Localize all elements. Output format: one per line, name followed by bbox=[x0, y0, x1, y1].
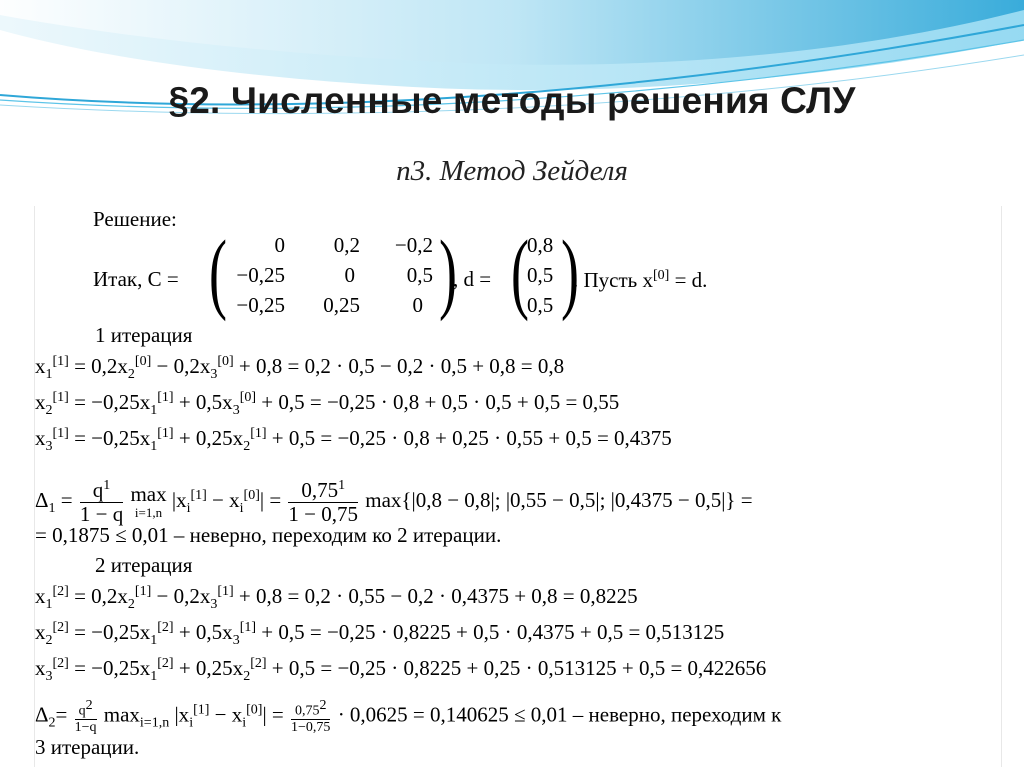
matrix-c-cell: 0 bbox=[344, 263, 355, 287]
iteration-1-conclusion: = 0,1875 ≤ 0,01 – неверно, переходим ко 2 итерации. bbox=[35, 523, 502, 547]
iteration-2-conclusion: 3 итерации. bbox=[35, 735, 140, 759]
iteration-1-x3: $x_3[1] = -0,25x_1[1] + 0,25x_2[1] + 0,5 = -0,25 \cdot 0,8 + 0,25 \cdot 0,55 + 0,5 = 0,4375$ bbox=[35, 426, 672, 455]
iteration-2-x1: $x_1[2] = 0,2x_2[1] - 0,2x_3[1] + 0,8 = 0,2 \cdot 0,55 - 0,2 \cdot 0,4375 + 0,8 = 0,8225$ bbox=[35, 584, 638, 613]
solution-label: Решение: bbox=[93, 207, 177, 231]
solution-content bbox=[34, 206, 1002, 767]
matrix-c-cell: −0,25 bbox=[236, 263, 285, 287]
matrix-c-cell: 0,5 bbox=[406, 263, 433, 287]
iteration-1-x2: $x_2[1] = -0,25x_1[1] + 0,5x_3[0] + 0,5 = -0,25 \cdot 0,8 + 0,5 \cdot 0,5 + 0,5 = 0,55$ bbox=[35, 390, 620, 419]
iteration-1-delta: $\Delta_1$ = $\frac{q^1}{1 - q}$ max i=1,n $|x_i[1] - x_i[0]|$ = $\frac{0,75^1}{1 - 0,75}$ max{|0,8 − 0,8|; |0,55 − 0,5|; |0,4375 − 0,5|} = bbox=[35, 478, 753, 527]
iteration-2-heading: 2 итерация bbox=[95, 553, 193, 577]
matrix-c-cell: 0 bbox=[412, 293, 423, 317]
initial-guess: . Пусть x[0] = d. bbox=[573, 268, 708, 292]
matrix-left-paren: ( bbox=[208, 223, 227, 322]
matrix-c bbox=[225, 234, 445, 324]
section-subtitle: п3. Метод Зейделя bbox=[396, 155, 628, 187]
iteration-2-x3: $x_3[2] = -0,25x_1[2] + 0,25x_2[2] + 0,5 = -0,25 \cdot 0,8225 + 0,25 \cdot 0,513125 + 0,5 = 0,422656$ bbox=[35, 656, 767, 685]
vector-d-cell: 0,5 bbox=[527, 263, 554, 287]
matrix-c-cell: −0,2 bbox=[394, 233, 433, 257]
vector-right-paren: ) bbox=[560, 223, 579, 322]
vector-d-cell: 0,8 bbox=[527, 233, 554, 257]
vector-left-paren: ( bbox=[510, 223, 529, 322]
matrix-right-paren: ) bbox=[438, 223, 457, 322]
d-prefix: , d = bbox=[453, 267, 492, 291]
page-title: §2. Численные методы решения СЛУ bbox=[168, 80, 856, 121]
iteration-2-x2: $x_2[2] = -0,25x_1[2] + 0,5x_3[1] + 0,5 = -0,25 \cdot 0,8225 + 0,5 \cdot 0,4375 + 0,5 = 0,513125$ bbox=[35, 620, 725, 649]
iteration-1-heading: 1 итерация bbox=[95, 323, 193, 347]
matrix-c-cell: 0,25 bbox=[323, 293, 360, 317]
matrix-c-cell: 0,2 bbox=[333, 233, 360, 257]
matrix-c-cell: −0,25 bbox=[236, 293, 285, 317]
vector-d-cell: 0,5 bbox=[527, 293, 554, 317]
iteration-1-x1: $x_1[1] = 0,2x_2[0] - 0,2x_3[0] + 0,8 = 0,2 \cdot 0,5 - 0,2 \cdot 0,5 + 0,8 = 0,8$ bbox=[35, 354, 565, 383]
system-prefix: Итак, C = bbox=[93, 267, 179, 291]
iteration-2-delta: $\Delta_2=$ $\frac{q^2}{1-q}$ $\max_{i=1,n} |x_i[1] - x_i[0]|$ = $\frac{0,75^2}{1-0,75}$ · 0,0625 = 0,140625 ≤ 0,01 – неверно, переходим к bbox=[35, 698, 782, 736]
matrix-c-cell: 0 bbox=[274, 233, 285, 257]
